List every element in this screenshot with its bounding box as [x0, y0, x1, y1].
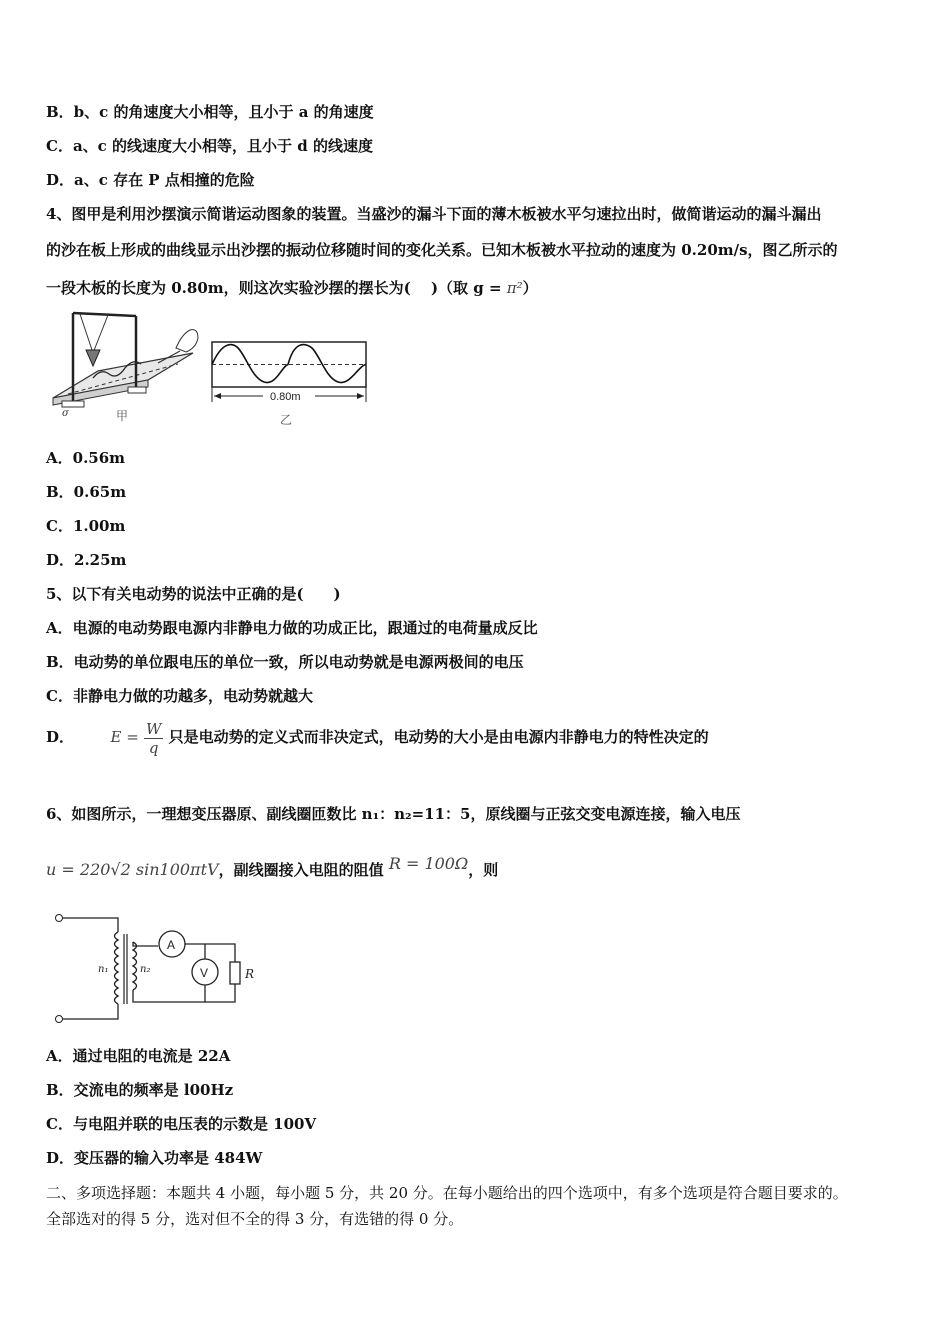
q6-option-c: C．与电阻并联的电压表的示数是 100V	[46, 1115, 317, 1133]
q4-stem-line3	[46, 278, 538, 298]
section2-line2: 全部选对的得 5 分，选对但不全的得 3 分，有选错的得 0 分。	[46, 1210, 464, 1228]
q5-option-c: C．非静电力做的功越多，电动势就越大	[46, 687, 313, 705]
q6-stem-end: ，则	[468, 861, 499, 879]
q4-option-a: A．0.56m	[46, 449, 126, 467]
q6-stem-mid: ，副线圈接入电阻的阻值	[218, 861, 384, 879]
q5-option-d-prefix: D．	[46, 728, 75, 746]
q5-option-d-text: 只是电动势的定义式而非决定式，电动势的大小是由电源内非静电力的特性决定的	[168, 728, 709, 746]
q4-stem-line3-text: 一段木板的长度为 0.80m，则这次实验沙摆的摆长为( )（取 g =	[46, 279, 502, 297]
fig-a-label: 甲	[116, 409, 129, 423]
q4-option-d: D．2.25m	[46, 551, 127, 569]
q6-stem-line1: 6、如图所示，一理想变压器原、副线圈匝数比 n₁：n₂=11：5，原线圈与正弦交变电源连接，输入电压	[46, 805, 741, 823]
q3-option-b: B．b、c 的角速度大小相等，且小于 a 的角速度	[46, 103, 374, 121]
q5-option-d	[46, 718, 709, 757]
q6-option-d: D．变压器的输入功率是 484W	[46, 1149, 263, 1167]
q6-option-a: A．通过电阻的电流是 22A	[46, 1047, 231, 1065]
q6-stem-line2	[46, 854, 499, 880]
q3-option-d: D．a、c 存在 P 点相撞的危险	[46, 171, 255, 189]
resistor-label: R	[245, 967, 255, 981]
sand-pendulum-figure	[48, 308, 208, 423]
q6-option-b: B．交流电的频率是 l00Hz	[46, 1081, 234, 1099]
sine-trace-figure	[208, 336, 370, 428]
q4-stem-line2: 的沙在板上形成的曲线显示出沙摆的振动位移随时间的变化关系。已知木板被水平拉动的速度为 0.20m/s，图乙所示的	[46, 241, 838, 259]
q4-option-b: B．0.65m	[46, 483, 127, 501]
section2-line1: 二、多项选择题：本题共 4 小题，每小题 5 分，共 20 分。在每小题给出的四个选项中，有多个选项是符合题目要求的。	[46, 1184, 848, 1202]
n1-label: n₁	[98, 964, 109, 975]
transformer-circuit-figure	[50, 906, 262, 1031]
q5-formula-fraction	[144, 720, 163, 757]
q4-option-c: C．1.00m	[46, 517, 126, 535]
svg-text:σ: σ	[62, 408, 69, 419]
q4-stem-line1: 4、图甲是利用沙摆演示简谐运动图象的装置。当盛沙的漏斗下面的薄木板被水平匀速拉出时，做简谐运动的漏斗漏出	[46, 205, 822, 223]
ammeter-label: A	[167, 938, 176, 952]
fig-b-length: 0.80m	[270, 391, 301, 403]
q6-resistance-formula: R = 100Ω	[388, 854, 469, 873]
q5-formula-num: W	[146, 719, 162, 738]
q5-formula-den: q	[148, 738, 159, 757]
n2-label: n₂	[140, 964, 151, 975]
voltmeter-label: V	[200, 966, 209, 980]
q3-option-c: C．a、c 的线速度大小相等，且小于 d 的线速度	[46, 137, 373, 155]
q5-formula-lhs: E =	[110, 728, 139, 746]
q5-option-a: A．电源的电动势跟电源内非静电力做的功成正比，跟通过的电荷量成反比	[46, 619, 538, 637]
q5-option-b: B．电动势的单位跟电压的单位一致，所以电动势就是电源两极间的电压	[46, 653, 524, 671]
q5-stem: 5、以下有关电动势的说法中正确的是( )	[46, 585, 341, 603]
q4-g-value: π²	[506, 279, 523, 297]
fig-b-label: 乙	[280, 413, 293, 427]
q6-voltage-formula: u = 220√2 sin100πtV	[46, 860, 219, 879]
q4-stem-line3-end: ）	[522, 279, 538, 297]
